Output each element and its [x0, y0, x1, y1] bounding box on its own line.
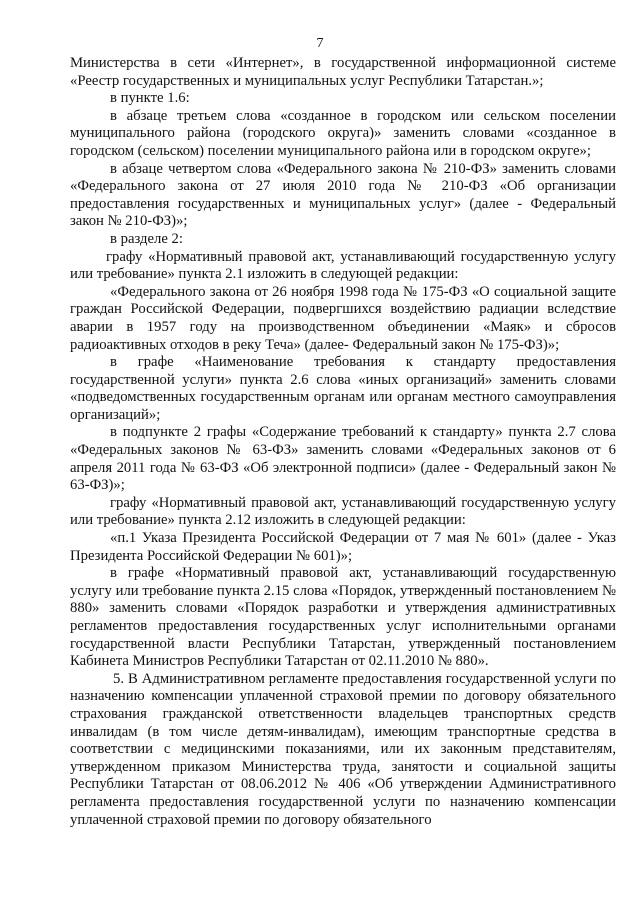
page-number: 7 [316, 36, 324, 51]
paragraph: в пункте 1.6: [110, 90, 190, 107]
paragraph: в разделе 2: [110, 230, 183, 247]
paragraph: графу «Нормативный правовой акт, устанавливающий государственную услугу или требование» пункта 2.12 изложить в следующей редакции: [70, 494, 616, 529]
paragraph: в графе «Наименование требования к стандарту предоставления государственной услуги» пункта 2.6 слова «иных организаций» заменить словами «подведомственных государственным органам или органам местного самоуправления организаций»; [70, 354, 616, 423]
paragraph: «Федерального закона от 26 ноября 1998 года № 175-ФЗ «О социальной защите граждан Российской Федерации, подвергшихся воздействию радиации вследствие аварии в 1957 году на производственном объединении «Маяк» и сбросов радиоактивных отходов в реку Теча» (далее- Федеральный закон № 175-ФЗ)»; [70, 283, 616, 353]
paragraph: в подпункте 2 графы «Содержание требований к стандарту» пункта 2.7 слова «Федеральных законов № 63-ФЗ» заменить словами «Федеральных законов от 6 апреля 2011 года № 63-ФЗ «Об электронной подписи» (далее - Федеральный закон № 63-ФЗ)»; [70, 424, 616, 494]
paragraph: «п.1 Указа Президента Российской Федерации от 7 мая № 601» (далее - Указ Президента Российской Федерации № 601)»; [70, 530, 616, 564]
paragraph: в графе «Нормативный правовой акт, устанавливающий государственную услугу или требование пункта 2.15 слова «Порядок, утвержденный постановлением № 880» заменить словами «Порядок разработки и утверждения административных регламентов предоставления государственных услуг исполнительными органами государственной власти Республики Татарстан, утвержденный постановлением Кабинета Министров Республики Татарстан от 02.11.2010 № 880». [70, 565, 616, 670]
paragraph: 5. В Административном регламенте предоставления государственной услуги по назначению компенсации уплаченной страховой премии по договору обязательного страхования гражданской ответственности владельцев транспортных средств инвалидам (в том числе детям-инвалидам), имеющим транспортные средства в соответствии с медицинскими показаниями, или их законным представителям, утвержденном приказом Министерства труда, занятости и социальной защиты Республики Татарстан от 08.06.2012 № 406 «Об утверждении Административного регламента предоставления государственной услуги по назначению компенсации уплаченной страховой премии по договору обязательного [70, 670, 616, 828]
document-body [70, 55, 616, 829]
paragraph: Министерства в сети «Интернет», в государственной информационной системе «Реестр государственных и муниципальных услуг Республики Татарстан.»; [70, 55, 616, 89]
paragraph: графу «Нормативный правовой акт, устанавливающий государственную услугу или требование» пункта 2.1 изложить в следующей редакции: [70, 248, 616, 283]
paragraph: в абзаце третьем слова «созданное в городском или сельском поселении муниципального района (городского округа)» заменить словами «созданное в городском (сельском) поселении муниципального района или в городском округе»; [70, 107, 616, 159]
paragraph: в абзаце четвертом слова «Федерального закона № 210-ФЗ» заменить словами «Федерального закона от 27 июля 2010 года № 210-ФЗ «Об организации предоставления государственных и муниципальных услуг» (далее - Федеральный закон № 210-ФЗ)»; [70, 160, 616, 230]
